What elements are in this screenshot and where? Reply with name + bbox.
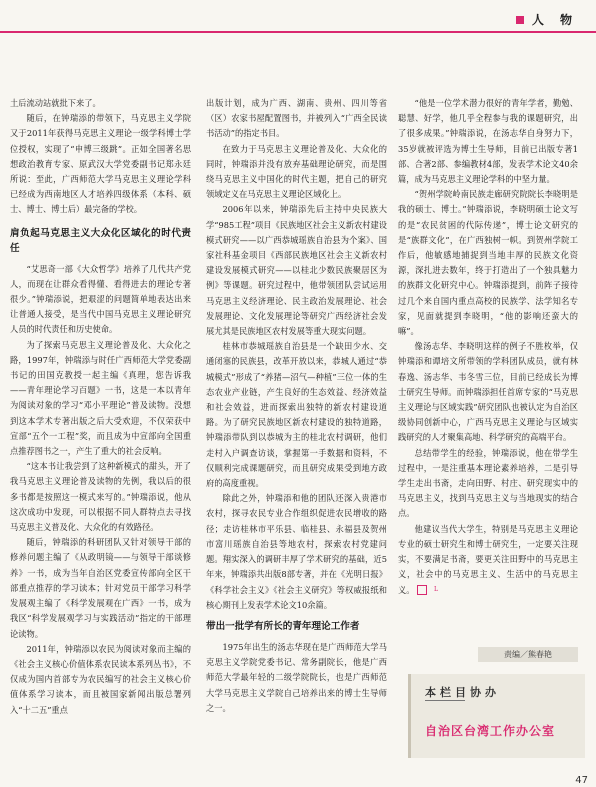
- paragraph: 2011年，钟瑞添以农民为阅读对象而主编的《社会主义核心价值体系农民读本系列丛书》，不仅成为国内首部专为农民编写的社会主义核心价值体系学习读本，而且被国家新闻出版总署列入“十二五”重点: [10, 643, 191, 715]
- paragraph: “贺州学院岭南民族走廊研究院院长李晓明是我的硕士、博士。”钟瑞添说，李晓明硕士论文写的是“农民贫困的代际传递”，博士论文研究的是“族群文化”，在广西独树一帜。到贺州学院工作后，他敏感地捕捉到当地丰厚的民族文化资源，深扎进去数年，终于打造出了一个独具魅力的族群文化研究中心。钟瑞添提到，前阵子接待过几个来自国内重点高校的民族学、法学知名专家，见面就提到李晓明，“他的影响还蛮大的嘛”。: [398, 189, 578, 337]
- paragraph: 随后，钟瑞添的科研团队又针对领导干部的修养问题主编了《从政明镜——与领导干部谈修养》一书，成为当年自治区党委宣传部向全区干部重点推荐的学习读本；针对党员干部学习科学发展观主编了《科学发展观在广西》一书，成为我区“科学发展观学习与实践活动”指定的干部理论读物。: [10, 537, 191, 639]
- paragraph: “这本书让我尝到了这种新模式的甜头，开了我马克思主义理论普及读物的先例，我以后的很多书都是按照这一模式来写的。”钟瑞添说，他从这次成功中发现，可以根据不同人群特点去寻找马克思主义普及化、大众化的有效路径。: [10, 461, 191, 533]
- section-heading: 肩负起马克思主义大众化区域化的时代责任: [10, 227, 191, 254]
- section-square-icon: [516, 16, 524, 24]
- paragraph: 除此之外，钟瑞添和他的团队还深入贵港市农村，探寻农民专业合作组织促进农民增收的路径；走访桂林市平乐县、临桂县、永福县及贺州市富川瑶族自治县等地农村，探索农村党建问题。翔实深入的调研丰厚了学术研究的基础，近5年来，钟瑞添共出版8部专著，并在《光明日报》《科学社会主义》《社会主义研究》等权威报纸和核心期刊上发表学术论文10余篇。: [206, 493, 387, 610]
- paragraph: 随后，在钟瑞添的带领下，马克思主义学院又于2011年获得马克思主义理论一级学科博士学位授权，实现了“申博三级跳”。正如全国著名思想政治教育专家、原武汉大学党委副书记郑永廷所说：至此，广西师范大学马克思主义理论学科已经成为西南地区人才培养四级体系（本科、硕士、博士、博士后）最完备的学校。: [10, 113, 191, 215]
- paragraph: 桂林市恭城瑶族自治县是一个缺田少水、交通闭塞的民族县，改革开放以来，恭城人通过“恭城模式”形成了“养猪—沼气—种植”三位一体的生态农业产业链，产生良好的生态效益、经济效益和社会效益，进而探索出独特的新农村建设道路。为了研究民族地区新农村建设的独特道路，钟瑞添带队到以恭城为主的桂北农村调研，他们走村入户调查访谈，掌握第一手数据和资料，不仅顺利完成课题研究，而且研究成果受到地方政府的高度重视。: [206, 341, 387, 489]
- article-column-2: [206, 96, 387, 716]
- paragraph: [398, 522, 578, 598]
- paragraph: 出版计划，成为广西、湖南、贵州、四川等省（区）农家书屋配置图书，并被列入“广西全民读书活动”的指定书目。: [206, 98, 387, 139]
- section-header: [516, 11, 578, 28]
- section-label: 人 物: [531, 13, 578, 27]
- article-end-icon: L: [417, 585, 427, 595]
- article-column-3: [398, 96, 578, 598]
- editor-credit: 责编／熊春艳: [478, 647, 578, 662]
- paragraph: “艾思奇一部《大众哲学》培养了几代共产党人，而现在让群众看得懂、看得进去的理论专著很少。”钟瑞添说，把艰涩的问题简单地表达出来让普通人接受，是当代中国马克思主义理论研究人员的时代责任和历史使命。: [10, 263, 191, 335]
- paragraph: 在致力于马克思主义理论普及化、大众化的同时，钟瑞添并没有放弃基础理论研究，而是围绕马克思主义中国化的时代主题，把自己的研究领域定义在马克思主义理论区域化上。: [206, 143, 387, 200]
- paragraph: 1975年出生的汤志华现在是广西师范大学马克思主义学院党委书记、常务副院长，他是广西师范大学最年轻的二级学院院长，也是广西师范大学马克思主义学院自己培养出来的博士生导师之一。: [206, 641, 387, 713]
- paragraph: “他是一位学术潜力很好的青年学者，勤勉、聪慧、好学，他几乎全程参与我的课题研究，出了很多成果。”钟瑞添说，在汤志华自身努力下，35岁就被评选为博士生导师，目前已出版专著1部、合著2部、参编教材4部，发表学术论文40余篇，成为马克思主义理论学科的中坚力量。: [398, 98, 578, 185]
- paragraph: 像汤志华、李晓明这样的例子不胜枚举，仅钟瑞添和谭培文所带领的学科团队成员，就有林春逸、汤志华、韦冬雪三位，目前已经成长为博士研究生导师。而钟瑞添担任首席专家的“马克思主义理论与区域实践”研究团队也被认定为自治区级协同创新中心，广西马克思主义理论与区域实践研究的人才聚集高地、科学研究的高端平台。: [398, 341, 578, 443]
- paragraph: 为了探索马克思主义理论普及化、大众化之路，1997年，钟瑞添与时任广西师范大学党委副书记的田国克教授一起主编《真理，您告诉我——青年理论学习百题》一书，这是一本以青年为阅读对象的学习“邓小平理论”普及读物。没想到这本学术专著出版之后大受欢迎，不仅荣获中宣部“五个一工程”奖，而且成为中宣部向全国重点推荐图书之一，产生了重大的社会反响。: [10, 339, 191, 457]
- header-rule: [0, 31, 596, 33]
- paragraph: 土后流动站就批下来了。: [10, 98, 101, 108]
- sponsor-divider: [425, 700, 465, 701]
- paragraph: 2006年以来，钟瑞添先后主持中央民族大学“985工程”项目《民族地区社会主义新农村建设模式研究——以广西恭城瑶族自治县为个案》、国家社科基金项目《西部民族地区社会主义新农村建设发展模式研究——以桂北少数民族聚居区为例》等课题。研究过程中，他带领团队尝试运用马克思主义经济理论、民主政治发展理论、社会发展理论、文化发展理论等研究广西经济社会发展尤其是民族地区农村发展等重大现实问题。: [206, 204, 387, 337]
- article-column-1: [10, 96, 191, 718]
- paragraph-text: 他建议当代大学生，特别是马克思主义理论专业的硕士研究生和博士研究生，一定要关注现实，不要满足书斋，要更关注田野中的马克思主义，社会中的马克思主义、生活中的马克思主义。: [398, 523, 578, 595]
- paragraph: 总结带学生的经验，钟瑞添说，他在带学生过程中，一是注重基本理论素养培养，二是引导学生走出书斋，走向田野、村庄、研究现实中的马克思主义，找到马克思主义与当地现实的结合点。: [398, 447, 578, 519]
- sponsor-title: 本栏目协办: [425, 686, 500, 699]
- sponsor-box: [408, 674, 585, 758]
- sponsor-name: 自治区台湾工作办公室: [425, 724, 556, 738]
- page-number: 47: [575, 775, 588, 786]
- section-heading: 带出一批学有所长的青年理论工作者: [206, 620, 360, 632]
